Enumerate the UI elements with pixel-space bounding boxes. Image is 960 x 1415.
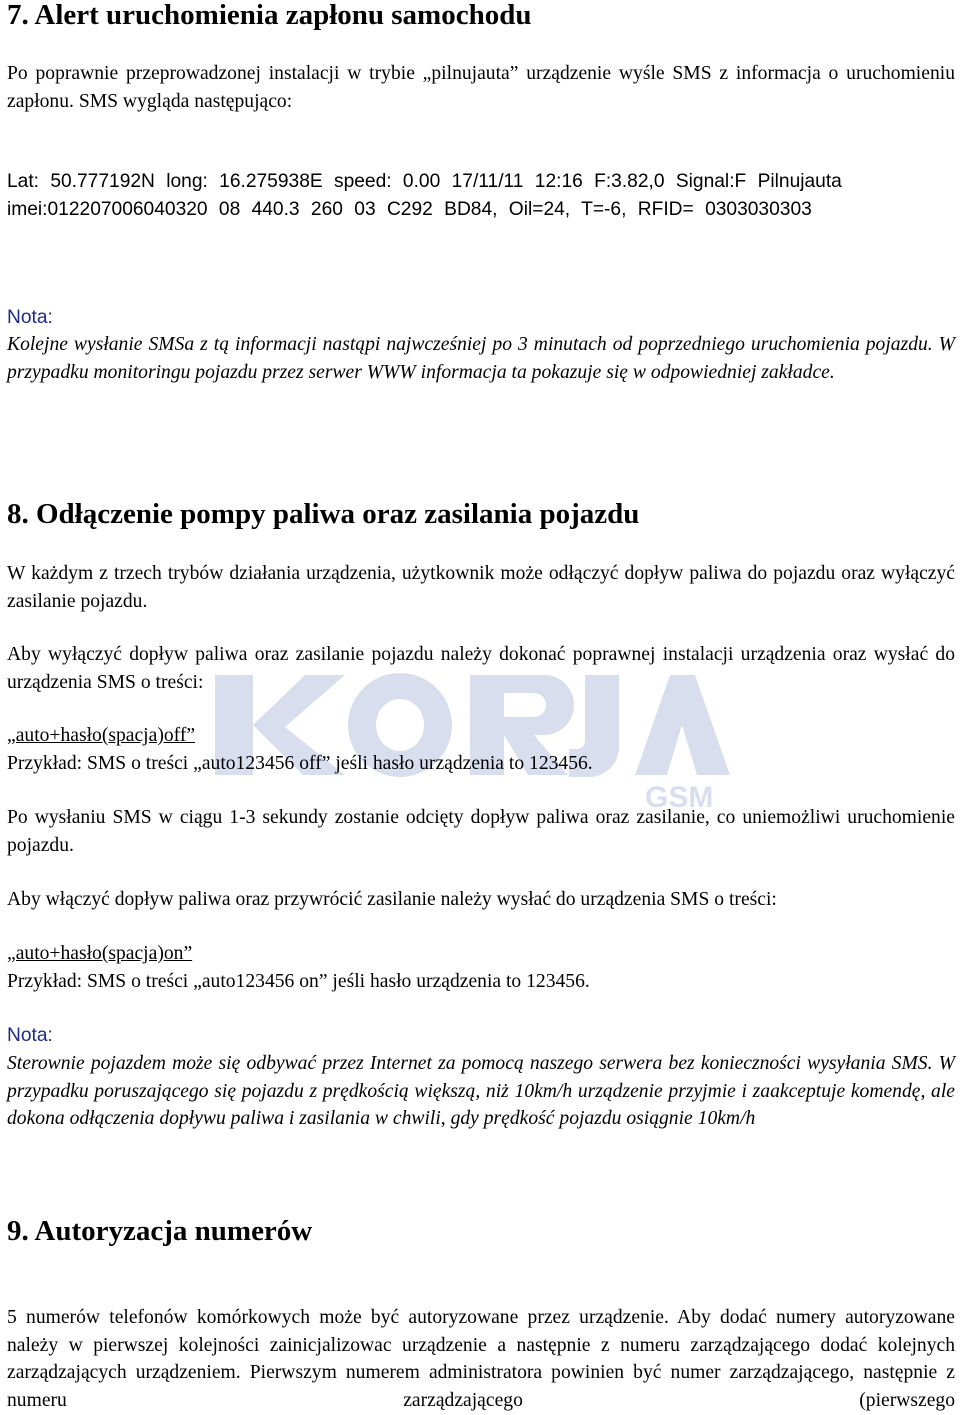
command-off: „auto+hasło(spacja)off” [7, 725, 196, 746]
sms-example-text: Lat: 50.777192N long: 16.275938E speed: 0.00 17/11/11 12:16 F:3.82,0 Signal:F Pilnujauta imei:012207006040320 08 440.3 260 03 C292 BD84, Oil=24, T=-6, RFID= 0303030303 [7, 171, 842, 220]
section-8-paragraph-4: Aby włączyć dopływ paliwa oraz przywrócić zasilanie należy wysłać do urządzenia SMS o treści: [7, 889, 777, 910]
command-on: „auto+hasło(spacja)on” [7, 943, 193, 964]
section-7-intro: Po poprawnie przeprowadzonej instalacji w trybie „pilnujauta” urządzenie wyśle SMS z informacja o uruchomieniu zapłonu. SMS wygląda następująco: [7, 63, 955, 112]
section-8-note-label: Nota: [7, 1025, 53, 1046]
section-9-paragraph-1: 5 numerów telefonów komórkowych może być autoryzowane przez urządzenie. Aby dodać numery autoryzowane należy w pierwszej kolejności zainicjalizowac urządzenie a następnie z numeru zarządzającego dodać kolejnych zarządzających urządzeniem. Pierwszym numerem administratora powinien być numer zarządzającego, następnie z numeru zarządzającego (pierwszego [7, 1307, 955, 1411]
section-9-title: 9. Autoryzacja numerów [7, 1215, 313, 1247]
section-8-title: 8. Odłączenie pompy paliwa oraz zasilania pojazdu [7, 498, 640, 530]
section-7-note-text: Kolejne wysłanie SMSa z tą informacji nastąpi najwcześniej po 3 minutach od poprzedniego uruchomienia pojazdu. W przypadku monitoringu pojazdu przez serwer WWW informacja ta pokazuje się w odpowiedniej zakładce. [7, 334, 955, 383]
section-8-note-text: Sterownie pojazdem może się odbywać przez Internet za pomocą naszego serwera bez konieczności wysyłania SMS. W przypadku poruszającego się pojazdu z prędkością większą, niż 10km/h urządzenie przyjmie i zaakceptuje komendę, ale dokona odłączenia dopływu paliwa i zasilania w chwili, gdy prędkość pojazdu osiągnie 10km/h [7, 1053, 955, 1129]
section-8-paragraph-2: Aby wyłączyć dopływ paliwa oraz zasilanie pojazdu należy dokonać poprawnej instalacji urządzenia oraz wysłać do urządzenia SMS o treści: [7, 644, 955, 693]
section-7-note-label: Nota: [7, 307, 53, 328]
watermark-gsm-text: GSM [645, 781, 714, 814]
example-off: Przykład: SMS o treści „auto123456 off” jeśli hasło urządzenia to 123456. [7, 753, 593, 774]
section-8-paragraph-1: W każdym z trzech trybów działania urządzenia, użytkownik może odłączyć dopływ paliwa do pojazdu oraz wyłączyć zasilanie pojazdu. [7, 563, 955, 612]
example-on: Przykład: SMS o treści „auto123456 on” jeśli hasło urządzenia to 123456. [7, 971, 590, 992]
section-7-title: 7. Alert uruchomienia zapłonu samochodu [7, 0, 532, 31]
section-8-paragraph-3: Po wysłaniu SMS w ciągu 1-3 sekundy zostanie odcięty dopływ paliwa oraz zasilanie, co uniemożliwi uruchomienie pojazdu. [7, 807, 955, 856]
